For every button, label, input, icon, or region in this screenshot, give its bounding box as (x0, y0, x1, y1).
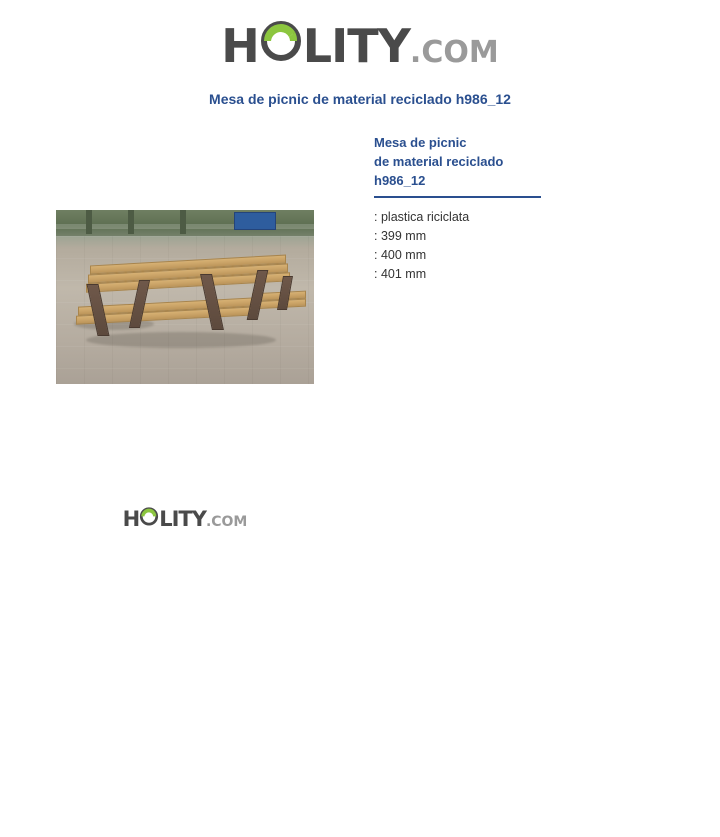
spec-label: : (374, 229, 378, 243)
logo-letter-h: H (122, 507, 140, 531)
product-title-line-3: h986_12 (374, 173, 426, 188)
spec-label: : (374, 210, 378, 224)
spec-value: plastica riciclata (380, 210, 470, 224)
logo-letters-lity: LITY (302, 19, 410, 73)
spec-value: 399 mm (380, 229, 427, 243)
spec-row (374, 208, 674, 227)
picnic-table-photo (56, 210, 314, 384)
page-title: Mesa de picnic de material reciclado h986_12 (209, 91, 511, 107)
photo-tree (128, 210, 134, 234)
spec-label: : (374, 248, 378, 262)
spec-label: : (374, 267, 378, 281)
logo-letter-h: H (221, 19, 259, 73)
photo-sign (234, 212, 276, 230)
spec-value: 400 mm (380, 248, 427, 262)
footer-logo-area (56, 505, 314, 531)
product-title-line-1: Mesa de picnic (374, 135, 467, 150)
logo-dotcom: .COM (409, 35, 499, 70)
holity-o-logo-icon (259, 16, 303, 62)
spec-divider (374, 196, 541, 198)
spec-value: 401 mm (380, 267, 427, 281)
spec-row (374, 246, 674, 265)
product-image (56, 210, 314, 384)
photo-shadow (86, 332, 276, 348)
photo-tree (86, 210, 92, 234)
site-logo[interactable] (221, 16, 499, 73)
photo-tree (180, 210, 186, 234)
spec-row (374, 227, 674, 246)
spec-row (374, 265, 674, 284)
holity-o-logo-icon (139, 505, 159, 526)
product-spec-panel (374, 133, 674, 284)
content-area (0, 133, 720, 531)
site-logo-small[interactable] (123, 505, 248, 530)
logo-dotcom: .COM (205, 514, 248, 530)
spec-list (374, 208, 674, 284)
logo-letters-lity: LITY (159, 507, 206, 531)
product-title-line-2: de material reciclado (374, 154, 504, 169)
header-logo-area (0, 0, 720, 73)
